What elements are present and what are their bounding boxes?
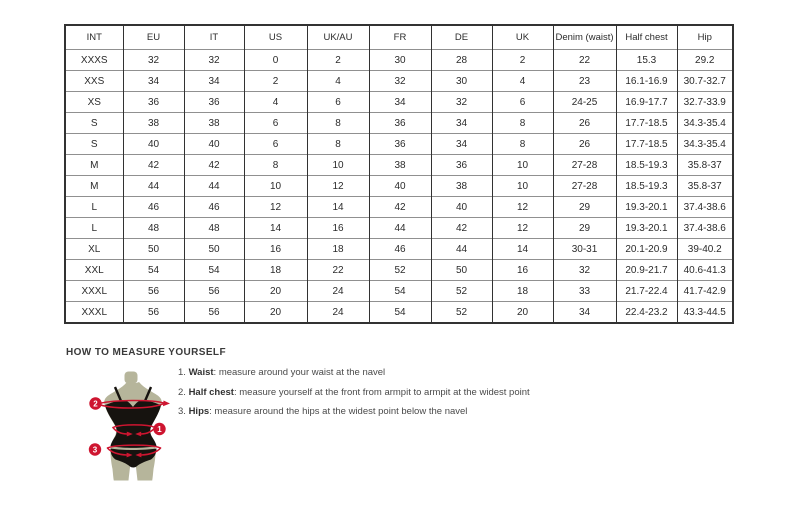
column-header: INT (65, 25, 123, 50)
size-chart-section (64, 24, 732, 324)
column-header: UK/AU (307, 25, 369, 50)
table-cell: 34 (184, 71, 244, 92)
instruction-text: : measure around the hips at the widest point below the navel (209, 406, 468, 417)
table-cell: 40 (184, 134, 244, 155)
table-cell: 54 (184, 260, 244, 281)
table-cell: 32.7-33.9 (677, 92, 733, 113)
table-cell: 30 (431, 71, 492, 92)
table-cell: 18 (244, 260, 307, 281)
table-cell: 20 (244, 302, 307, 324)
table-cell: 20 (492, 302, 553, 324)
table-cell: 26 (553, 113, 616, 134)
table-cell: 56 (123, 281, 184, 302)
chest-arrow-icon (163, 401, 170, 407)
column-header: FR (369, 25, 431, 50)
table-cell: 30-31 (553, 239, 616, 260)
table-cell: 52 (431, 281, 492, 302)
table-cell: 2 (244, 71, 307, 92)
table-cell: 6 (492, 92, 553, 113)
table-cell: 10 (492, 155, 553, 176)
table-cell: 44 (431, 239, 492, 260)
table-cell: 56 (123, 302, 184, 324)
table-cell: 38 (431, 176, 492, 197)
column-header: IT (184, 25, 244, 50)
table-cell: M (65, 155, 123, 176)
table-cell: 18 (307, 239, 369, 260)
table-cell: 36 (431, 155, 492, 176)
table-cell: 34 (431, 134, 492, 155)
table-cell: 56 (184, 302, 244, 324)
table-cell: 42 (184, 155, 244, 176)
table-cell: 27-28 (553, 155, 616, 176)
table-cell: 34.3-35.4 (677, 134, 733, 155)
table-cell: XXXS (65, 50, 123, 71)
table-cell: 17.7-18.5 (616, 134, 677, 155)
table-cell: 2 (307, 50, 369, 71)
table-cell: 17.7-18.5 (616, 113, 677, 134)
table-cell: 8 (492, 134, 553, 155)
table-cell: 40 (369, 176, 431, 197)
table-cell: 20 (244, 281, 307, 302)
instruction-number: 1. (178, 367, 189, 378)
column-header: US (244, 25, 307, 50)
instruction-text: : measure yourself at the front from armpit to armpit at the widest point (233, 386, 530, 398)
table-cell: L (65, 197, 123, 218)
instruction-number: 3. (178, 406, 189, 417)
table-cell: 8 (492, 113, 553, 134)
table-cell: 22 (307, 260, 369, 281)
instruction-text: : measure around your waist at the navel (213, 367, 386, 378)
table-cell: 37.4-38.6 (677, 197, 733, 218)
table-cell: 24 (307, 302, 369, 324)
table-cell: 10 (307, 155, 369, 176)
table-cell: 54 (123, 260, 184, 281)
table-cell: 44 (123, 176, 184, 197)
measure-section-title: HOW TO MEASURE YOURSELF (66, 347, 226, 358)
table-cell: 2 (492, 50, 553, 71)
table-cell: 8 (307, 113, 369, 134)
table-cell: 8 (244, 155, 307, 176)
instruction-item (178, 406, 530, 418)
table-cell: S (65, 113, 123, 134)
table-cell: 28 (431, 50, 492, 71)
table-row (65, 155, 733, 176)
table-cell: 46 (369, 239, 431, 260)
table-row (65, 113, 733, 134)
table-cell: 38 (184, 113, 244, 134)
table-cell: 6 (307, 92, 369, 113)
table-row (65, 218, 733, 239)
table-row (65, 197, 733, 218)
column-header: Denim (waist) (553, 25, 616, 50)
table-cell: 42 (431, 218, 492, 239)
table-cell: 32 (184, 50, 244, 71)
table-cell: XXL (65, 260, 123, 281)
table-cell: 4 (244, 92, 307, 113)
instruction-label: Hips (188, 406, 210, 417)
table-cell: XL (65, 239, 123, 260)
table-cell: 12 (492, 218, 553, 239)
instruction-label: Waist (188, 367, 214, 378)
table-row (65, 134, 733, 155)
table-cell: 29.2 (677, 50, 733, 71)
table-cell: 26 (553, 134, 616, 155)
table-row (65, 50, 733, 71)
column-header: Half chest (616, 25, 677, 50)
table-cell: 12 (492, 197, 553, 218)
table-cell: 23 (553, 71, 616, 92)
table-cell: 52 (431, 302, 492, 324)
column-header: UK (492, 25, 553, 50)
table-cell: 15.3 (616, 50, 677, 71)
table-cell: XXXL (65, 302, 123, 324)
table-cell: 32 (431, 92, 492, 113)
table-cell: 20.1-20.9 (616, 239, 677, 260)
table-cell: 29 (553, 197, 616, 218)
table-cell: 54 (369, 281, 431, 302)
table-cell: 50 (123, 239, 184, 260)
table-cell: 19.3-20.1 (616, 218, 677, 239)
waist-marker-number: 1 (157, 424, 162, 434)
table-cell: 14 (307, 197, 369, 218)
table-cell: 50 (431, 260, 492, 281)
table-cell: 20.9-21.7 (616, 260, 677, 281)
table-cell: 35.8-37 (677, 176, 733, 197)
table-cell: 22.4-23.2 (616, 302, 677, 324)
column-header: DE (431, 25, 492, 50)
table-cell: 18 (492, 281, 553, 302)
column-header: Hip (677, 25, 733, 50)
table-cell: 36 (184, 92, 244, 113)
table-row (65, 176, 733, 197)
table-cell: 48 (123, 218, 184, 239)
table-cell: 29 (553, 218, 616, 239)
table-cell: XXS (65, 71, 123, 92)
table-row (65, 71, 733, 92)
table-cell: 30 (369, 50, 431, 71)
table-cell: 16 (244, 239, 307, 260)
table-cell: 40 (123, 134, 184, 155)
table-cell: 24-25 (553, 92, 616, 113)
table-cell: 36 (369, 134, 431, 155)
column-header: EU (123, 25, 184, 50)
table-cell: 46 (184, 197, 244, 218)
chest-marker-badge (89, 397, 101, 409)
chest-marker-number: 2 (93, 399, 98, 409)
table-cell: 39-40.2 (677, 239, 733, 260)
instruction-label: Half chest (188, 386, 234, 398)
table-cell: 44 (184, 176, 244, 197)
table-cell: L (65, 218, 123, 239)
table-cell: 34 (123, 71, 184, 92)
table-cell: 21.7-22.4 (616, 281, 677, 302)
table-row (65, 92, 733, 113)
table-cell: 33 (553, 281, 616, 302)
mannequin-illustration (84, 370, 184, 482)
table-cell: 4 (307, 71, 369, 92)
table-cell: 32 (553, 260, 616, 281)
table-cell: 14 (244, 218, 307, 239)
table-header-row (65, 25, 733, 50)
size-chart-table (64, 24, 734, 324)
table-cell: S (65, 134, 123, 155)
table-cell: 18.5-19.3 (616, 155, 677, 176)
table-cell: 12 (244, 197, 307, 218)
table-cell: 44 (369, 218, 431, 239)
mannequin-neck (125, 372, 138, 384)
table-cell: 18.5-19.3 (616, 176, 677, 197)
table-cell: 4 (492, 71, 553, 92)
table-cell: 52 (369, 260, 431, 281)
table-cell: 36 (369, 113, 431, 134)
table-cell: 6 (244, 134, 307, 155)
table-cell: 0 (244, 50, 307, 71)
table-cell: 8 (307, 134, 369, 155)
table-row (65, 302, 733, 324)
table-cell: 10 (492, 176, 553, 197)
table-cell: 16.1-16.9 (616, 71, 677, 92)
table-cell: 16.9-17.7 (616, 92, 677, 113)
table-cell: 38 (123, 113, 184, 134)
instruction-item (178, 367, 530, 379)
table-cell: 46 (123, 197, 184, 218)
table-cell: 43.3-44.5 (677, 302, 733, 324)
table-cell: 34 (553, 302, 616, 324)
table-cell: 10 (244, 176, 307, 197)
table-cell: 34.3-35.4 (677, 113, 733, 134)
hips-marker-badge (89, 443, 101, 455)
table-cell: 40.6-41.3 (677, 260, 733, 281)
instruction-item (178, 387, 530, 399)
table-cell: 32 (123, 50, 184, 71)
table-row (65, 281, 733, 302)
table-cell: 37.4-38.6 (677, 218, 733, 239)
table-cell: 6 (244, 113, 307, 134)
table-cell: 12 (307, 176, 369, 197)
measurement-figure (84, 370, 184, 482)
table-cell: 38 (369, 155, 431, 176)
table-cell: 56 (184, 281, 244, 302)
table-cell: 40 (431, 197, 492, 218)
table-cell: 24 (307, 281, 369, 302)
table-cell: 16 (307, 218, 369, 239)
table-row (65, 260, 733, 281)
table-body (65, 50, 733, 324)
instruction-number: 2. (178, 386, 189, 398)
table-cell: 36 (123, 92, 184, 113)
table-cell: 48 (184, 218, 244, 239)
table-cell: XS (65, 92, 123, 113)
table-cell: 42 (369, 197, 431, 218)
table-cell: 22 (553, 50, 616, 71)
measure-instructions (178, 367, 530, 426)
table-cell: 35.8-37 (677, 155, 733, 176)
table-cell: 50 (184, 239, 244, 260)
table-cell: 34 (369, 92, 431, 113)
table-cell: 16 (492, 260, 553, 281)
table-cell: 27-28 (553, 176, 616, 197)
table-cell: 41.7-42.9 (677, 281, 733, 302)
table-row (65, 239, 733, 260)
table-cell: M (65, 176, 123, 197)
table-cell: 54 (369, 302, 431, 324)
table-cell: 32 (369, 71, 431, 92)
hips-marker-number: 3 (92, 445, 98, 455)
waist-marker-badge (153, 423, 165, 435)
table-cell: 30.7-32.7 (677, 71, 733, 92)
table-cell: 14 (492, 239, 553, 260)
table-cell: XXXL (65, 281, 123, 302)
table-cell: 19.3-20.1 (616, 197, 677, 218)
table-cell: 42 (123, 155, 184, 176)
table-cell: 34 (431, 113, 492, 134)
